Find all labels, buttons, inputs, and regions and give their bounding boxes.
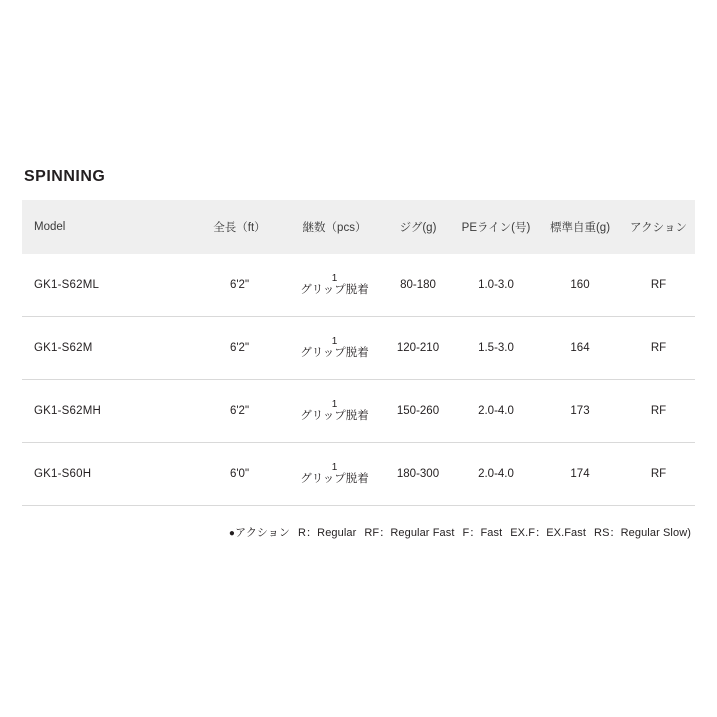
- cell-pieces-number: 1: [331, 399, 338, 411]
- cell-pieces: [287, 380, 382, 443]
- cell-pieces: [287, 254, 382, 317]
- cell-pieces-number: 1: [331, 462, 338, 474]
- cell-pieces-text: グリップ脱着: [300, 346, 369, 359]
- cell-jig: 150-260: [382, 380, 454, 443]
- column-header-model: Model: [22, 200, 192, 254]
- action-legend-item: R：Regular: [298, 527, 357, 539]
- action-legend-item: F：Fast: [462, 527, 503, 539]
- cell-model: GK1-S62M: [22, 317, 192, 380]
- cell-pieces-text: グリップ脱着: [300, 409, 369, 422]
- cell-pieces-number: 1: [331, 273, 338, 285]
- cell-pieces-number: 1: [331, 336, 338, 348]
- bullet-icon: ●: [228, 528, 236, 539]
- cell-pe-line: 1.5-3.0: [454, 317, 538, 380]
- cell-length: 6'2": [192, 380, 287, 443]
- cell-action: RF: [622, 254, 695, 317]
- spec-table: [22, 200, 695, 506]
- cell-pieces-text: グリップ脱着: [300, 283, 369, 296]
- cell-pieces-text: グリップ脱着: [300, 472, 369, 485]
- cell-model: GK1-S62MH: [22, 380, 192, 443]
- action-legend-label: アクション: [235, 527, 291, 539]
- cell-weight: 160: [538, 254, 622, 317]
- table-row: [22, 317, 695, 380]
- cell-length: 6'2": [192, 254, 287, 317]
- table-body: [22, 254, 695, 506]
- cell-pe-line: 2.0-4.0: [454, 443, 538, 506]
- cell-length: 6'2": [192, 317, 287, 380]
- cell-action: RF: [622, 443, 695, 506]
- column-header-length: 全長（ft）: [192, 200, 287, 254]
- cell-jig: 80-180: [382, 254, 454, 317]
- column-header-jig: ジグ(g): [382, 200, 454, 254]
- column-header-action: アクション: [622, 200, 695, 254]
- cell-jig: 180-300: [382, 443, 454, 506]
- action-legend-item: RF：Regular Fast: [364, 527, 455, 539]
- column-header-weight: 標準自重(g): [538, 200, 622, 254]
- cell-action: RF: [622, 317, 695, 380]
- page-title: SPINNING: [24, 168, 106, 185]
- cell-pieces: [287, 443, 382, 506]
- cell-pe-line: 2.0-4.0: [454, 380, 538, 443]
- cell-weight: 174: [538, 443, 622, 506]
- cell-jig: 120-210: [382, 317, 454, 380]
- action-legend-item: EX.F：EX.Fast: [510, 527, 587, 539]
- table-header: [22, 200, 695, 254]
- cell-model: GK1-S62ML: [22, 254, 192, 317]
- cell-model: GK1-S60H: [22, 443, 192, 506]
- cell-pieces: [287, 317, 382, 380]
- column-header-pieces: 継数（pcs）: [287, 200, 382, 254]
- cell-weight: 173: [538, 380, 622, 443]
- table-row: [22, 254, 695, 317]
- table-row: [22, 380, 695, 443]
- column-header-pe-line: PEライン(号): [454, 200, 538, 254]
- action-legend-item: RS：Regular Slow): [594, 527, 691, 539]
- action-legend: [22, 506, 695, 540]
- cell-action: RF: [622, 380, 695, 443]
- table-header-row: [22, 200, 695, 254]
- cell-weight: 164: [538, 317, 622, 380]
- table-row: [22, 443, 695, 506]
- spinning-spec-block: [22, 168, 695, 540]
- cell-pe-line: 1.0-3.0: [454, 254, 538, 317]
- cell-length: 6'0": [192, 443, 287, 506]
